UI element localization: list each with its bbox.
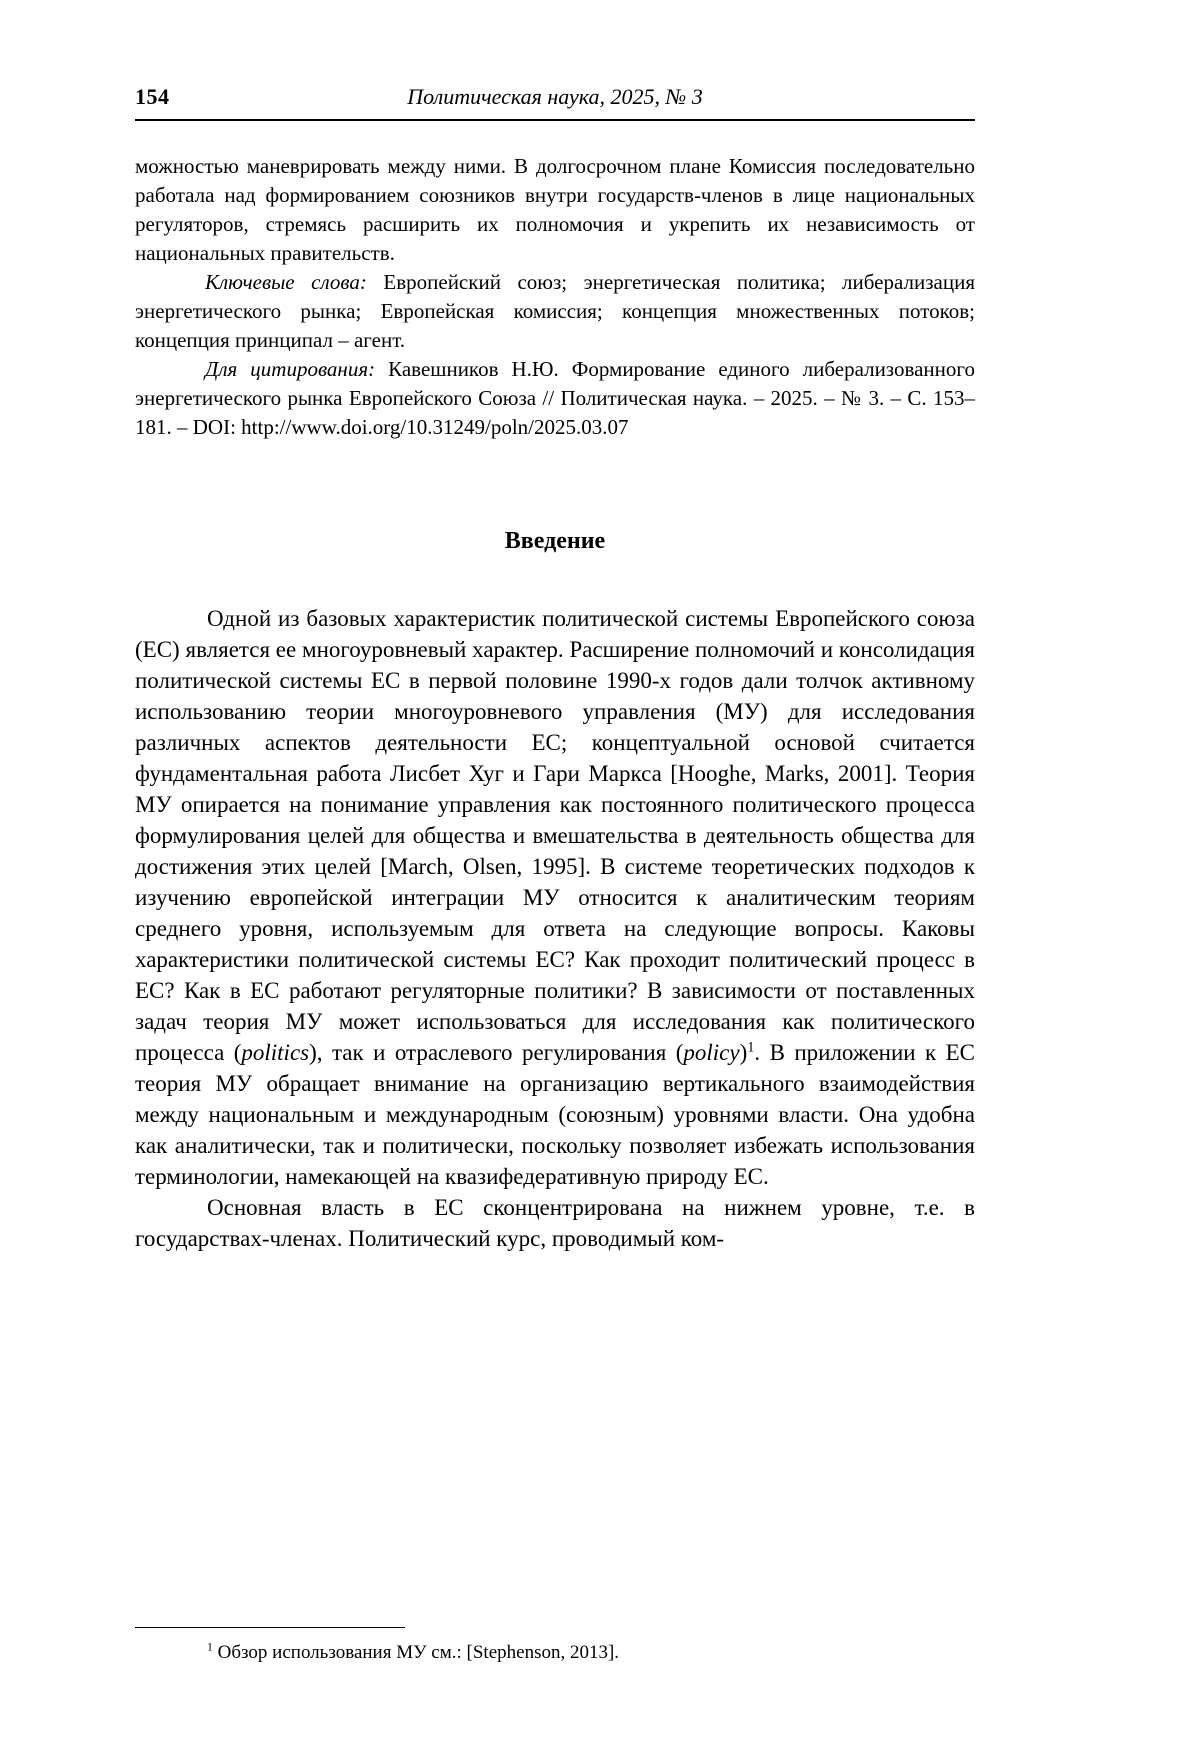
second-paragraph: Основная власть в ЕС сконцентрирована на нижнем уровне, т.е. в государствах-членах. Политический курс, проводимый ком- xyxy=(135,1195,975,1252)
footnote-text: Обзор использования МУ см.: [Stephenson, 2013]. xyxy=(217,1642,620,1663)
footnote xyxy=(135,1640,975,1665)
abstract-continuation-paragraph: можностью маневрировать между ними. В долгосрочном плане Комиссия последовательно работала над формированием союзников внутри государств-членов в лице национальных регуляторов, стремясь расширить их полномочия и укрепить их независимость от национальных правительств. xyxy=(135,154,975,266)
footnote-reference-mark: 1 xyxy=(747,1039,755,1056)
keywords-label: Ключевые слова: xyxy=(205,270,367,295)
section-heading-vvedenie: Введение xyxy=(504,528,606,555)
abstract-block xyxy=(135,152,975,442)
citation-paragraph xyxy=(135,355,975,442)
page-content xyxy=(135,0,975,1254)
footnote-area xyxy=(135,1627,975,1665)
intro-paragraph-text-4: . В приложении к ЕС теория МУ обращает внимание на организацию вертикального взаимодействия между национальным и международным (союзным) уровнями власти. Она удобна как аналитически, так и политически, поскольку позволяет избежать использования терминологии, намекающей на квазифедеративную природу ЕС. xyxy=(135,1040,975,1190)
page-header xyxy=(135,0,975,110)
footnote-separator-rule xyxy=(135,1627,405,1628)
politics-italic-term: politics xyxy=(241,1040,310,1066)
running-title: Политическая наука, 2025, № 3 xyxy=(407,84,703,109)
intro-paragraph-text-2: ), так и отраслевого регулирования ( xyxy=(309,1040,684,1066)
intro-paragraph xyxy=(135,603,975,1192)
page-number: 154 xyxy=(135,84,170,109)
citation-text: Кавешников Н.Ю. Формирование единого либерализованного энергетического рынка Европейского Союза // Политическая наука. – 2025. – № 3. – С. 153–181. – DOI: http://www.doi.org/10.31249/poln/2025.03.07 xyxy=(135,357,976,440)
keywords-text: Европейский союз; энергетическая политика; либерализация энергетического рынка; Европейская комиссия; концепция множественных потоков; концепция принципал – агент. xyxy=(135,270,975,353)
keywords-paragraph xyxy=(135,268,975,355)
policy-italic-term: policy xyxy=(683,1040,740,1066)
intro-paragraph-text-3: ) xyxy=(739,1040,748,1066)
footnote-marker: 1 xyxy=(207,1640,213,1654)
header-rule xyxy=(135,119,975,121)
intro-paragraph-text-1: Одной из базовых характеристик политической системы Европейского союза (ЕС) является ее многоуровневый характер. Расширение полномочий и консолидация политической системы ЕС в первой половине 1990-х годов дали толчок активному использованию теории многоуровневого управления (МУ) для исследования различных аспектов деятельности ЕС; концептуальной основой считается фундаментальная работа Лисбет Хуг и Гари Маркса [Hooghe, Marks, 2001]. Теория МУ опирается на понимание управления как постоянного политического процесса формулирования целей для общества и вмешательства в деятельность общества для достижения этих целей [March, Olsen, 1995]. В системе теоретических подходов к изучению европейской интеграции МУ относится к аналитическим теориям среднего уровня, используемым для ответа на следующие вопросы. Каковы характеристики политической системы ЕС? Как проходит политический процесс в ЕС? Как в ЕС работают регуляторные политики? В зависимости от поставленных задач теория МУ может использоваться для исследования как политического процесса ( xyxy=(135,606,975,1066)
citation-label: Для цитирования: xyxy=(205,357,376,382)
article-body xyxy=(135,603,975,1254)
